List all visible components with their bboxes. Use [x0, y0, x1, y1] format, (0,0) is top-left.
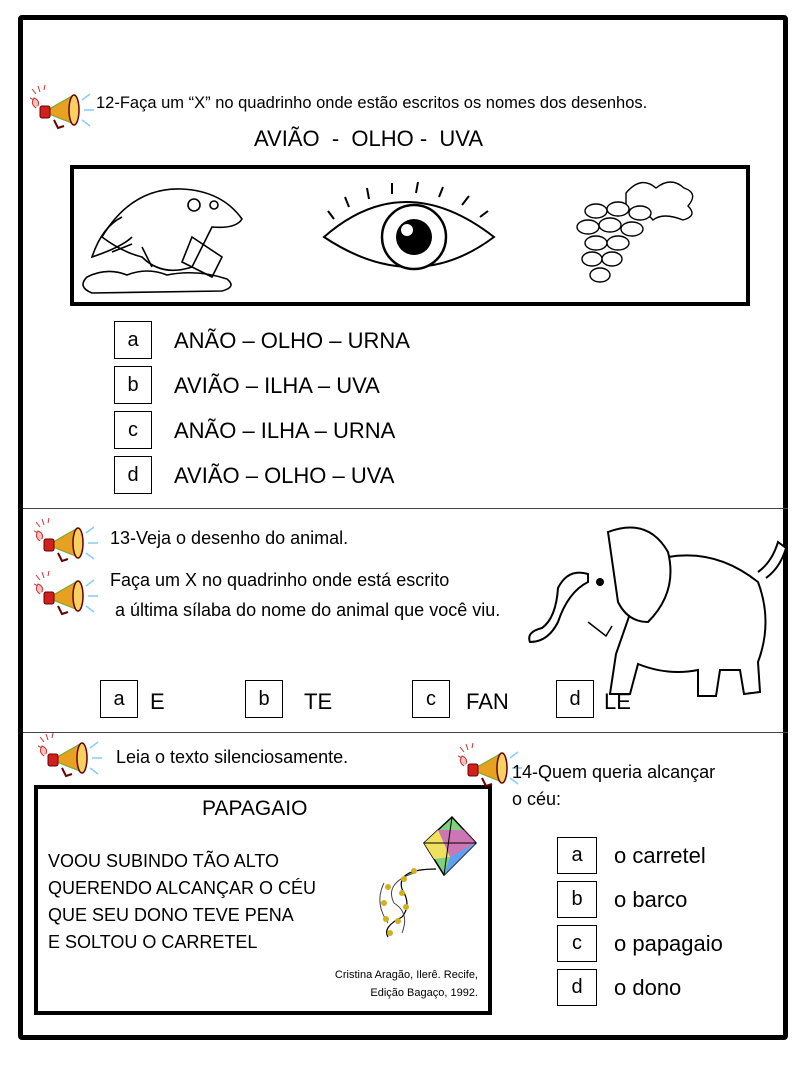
airplane-drawing	[82, 177, 252, 297]
poem-box	[34, 785, 492, 1015]
kite-drawing	[374, 813, 484, 943]
megaphone-icon	[30, 84, 96, 132]
megaphone-icon	[34, 517, 100, 565]
q13-option-b-checkbox[interactable]: b	[245, 680, 283, 718]
q12-option-c-checkbox[interactable]: c	[114, 411, 152, 449]
elephant-drawing	[528, 522, 788, 702]
picture-box	[70, 165, 750, 306]
megaphone-icon	[38, 732, 104, 780]
q13-option-b-label: TE	[304, 689, 333, 714]
q13-line2: a última sílaba do nome do animal que você viu.	[110, 600, 501, 620]
q12-option-b-label: AVIÃO – ILHA – UVA	[174, 373, 380, 398]
q13-option-d-label: LE	[604, 689, 631, 714]
credit-line: Edição Bagaço, 1992.	[370, 987, 478, 999]
poem-title: PAPAGAIO	[202, 797, 308, 820]
q14-question-line2: o céu:	[512, 789, 562, 809]
q12-option-c-label: ANÃO – ILHA – URNA	[174, 418, 396, 443]
poem-line: VOOU SUBINDO TÃO ALTO	[48, 851, 280, 871]
q14-option-c-label: o papagaio	[614, 931, 723, 956]
q14-option-c-checkbox[interactable]: c	[557, 925, 597, 962]
poem-line: E SOLTOU O CARRETEL	[48, 932, 258, 952]
credit-line: Cristina Aragão, Ilerê. Recife,	[334, 969, 478, 981]
q14-option-a-checkbox[interactable]: a	[557, 837, 597, 874]
q13-option-c-checkbox[interactable]: c	[412, 680, 450, 718]
q13-option-a-checkbox[interactable]: a	[100, 680, 138, 718]
divider	[23, 508, 788, 509]
poem-line: QUE SEU DONO TEVE PENA	[48, 905, 294, 925]
q13-option-c-label: FAN	[466, 689, 509, 714]
poem-line: QUERENDO ALCANÇAR O CÉU	[48, 878, 317, 898]
q12-instruction: 12-Faça um “X” no quadrinho onde estão escritos os nomes dos desenhos.	[96, 94, 648, 112]
q14-option-a-label: o carretel	[614, 843, 706, 868]
q14-question-line1: 14-Quem queria alcançar	[512, 762, 716, 782]
megaphone-icon	[34, 570, 100, 618]
q12-option-d-label: AVIÃO – OLHO – UVA	[174, 463, 395, 488]
q12-option-a-checkbox[interactable]: a	[114, 321, 152, 359]
q14-option-d-label: o dono	[614, 975, 682, 1000]
q13-option-d-checkbox[interactable]: d	[556, 680, 594, 718]
q14-option-b-checkbox[interactable]: b	[557, 881, 597, 918]
q12-words: AVIÃO - OLHO - UVA	[254, 126, 484, 151]
q12-option-a-label: ANÃO – OLHO – URNA	[174, 328, 410, 353]
divider	[23, 732, 788, 733]
q12-option-d-checkbox[interactable]: d	[114, 456, 152, 494]
q13-line1: Faça um X no quadrinho onde está escrito	[110, 570, 450, 590]
read-instruction: Leia o texto silenciosamente.	[116, 747, 349, 767]
q14-option-b-label: o barco	[614, 887, 688, 912]
q13-option-a-label: E	[150, 689, 165, 714]
q14-option-d-checkbox[interactable]: d	[557, 969, 597, 1006]
q12-option-b-checkbox[interactable]: b	[114, 366, 152, 404]
q13-instruction: 13-Veja o desenho do animal.	[110, 528, 349, 548]
eye-drawing	[314, 177, 504, 287]
grapes-drawing	[566, 173, 706, 298]
